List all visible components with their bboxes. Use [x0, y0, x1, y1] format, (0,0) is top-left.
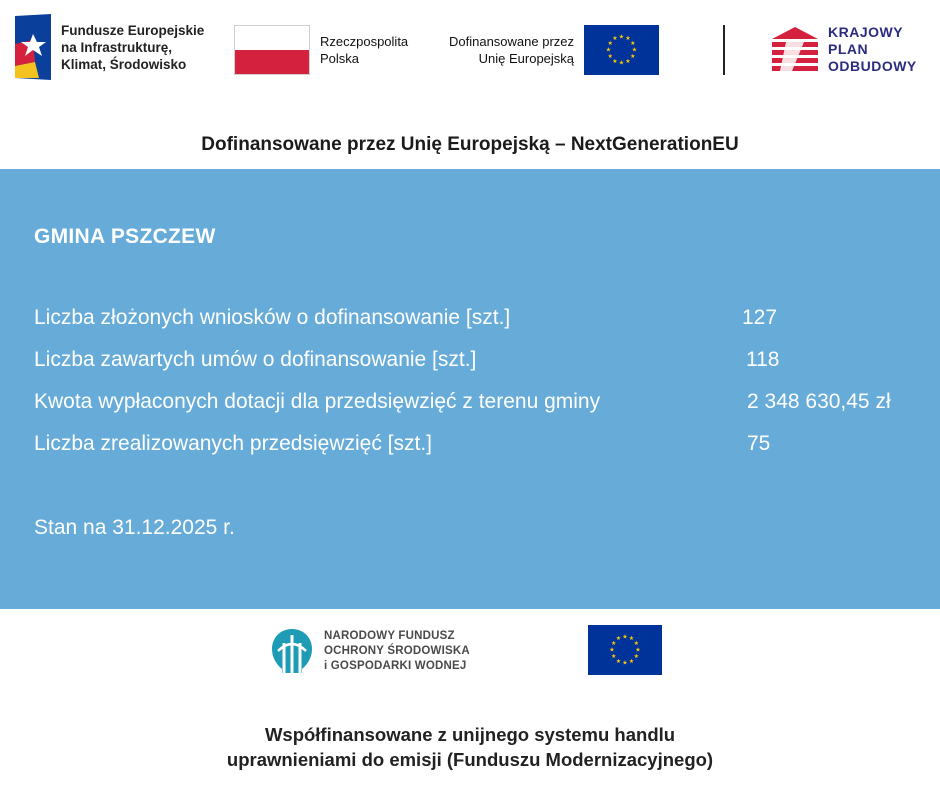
stat-row-contracts [34, 348, 924, 378]
cofinancing-caption [0, 722, 940, 772]
fe-logo-line-3: Klimat, Środowisko [61, 56, 187, 72]
polish-flag-icon [234, 25, 310, 75]
stat-row-completed-projects [34, 432, 924, 462]
nfosigw-icon [270, 627, 314, 675]
ue-logo-line-2: Unię Europejską [478, 51, 575, 66]
eu-flag-icon [588, 625, 662, 675]
unia-europejska-logo [449, 25, 659, 75]
eu-flag-icon [584, 25, 659, 75]
nfos-logo-line-3: i GOSPODARKI WODNEJ [324, 659, 467, 672]
stat-row-applications [34, 306, 924, 336]
rzeczpospolita-polska-logo [234, 25, 408, 75]
stat-value: 2 348 630,45 zł [747, 390, 891, 413]
svg-text:★: ★ [628, 657, 635, 665]
stat-row-grants-amount [34, 390, 924, 420]
svg-text:★: ★ [630, 53, 636, 60]
nfosigw-logo [270, 627, 470, 675]
svg-text:★: ★ [635, 646, 641, 654]
svg-text:★: ★ [612, 57, 618, 65]
svg-text:★: ★ [625, 57, 631, 65]
svg-text:★: ★ [622, 633, 628, 641]
nextgenerationeu-caption: Dofinansowane przez Unię Europejską – NextGenerationEU [201, 134, 739, 155]
stat-value: 75 [747, 432, 771, 455]
fundusze-europejskie-logo [15, 14, 211, 80]
svg-text:★: ★ [611, 640, 617, 647]
svg-text:★: ★ [618, 59, 625, 67]
cofinancing-line-2: uprawnieniami do emisji (Funduszu Modernizacyjnego) [226, 749, 714, 770]
stat-label: Liczba zrealizowanych przedsięwzięć [szt.] [34, 432, 432, 455]
svg-text:★: ★ [615, 657, 622, 665]
svg-text:★: ★ [631, 46, 638, 54]
header-logos [0, 0, 940, 110]
svg-text:★: ★ [609, 646, 615, 654]
stat-label: Liczba złożonych wniosków o dofinansowanie [szt.] [34, 306, 511, 329]
nfos-logo-line-1: NARODOWY FUNDUSZ [324, 629, 455, 642]
stat-value: 127 [742, 306, 778, 329]
status-date: Stan na 31.12.2025 r. [34, 516, 235, 539]
statistics-panel [0, 169, 940, 609]
kpo-logo-line-1: KRAJOWY [828, 24, 904, 40]
stat-value: 118 [746, 348, 780, 371]
kpo-logo-line-3: ODBUDOWY [828, 58, 917, 74]
kpo-icon [772, 25, 818, 75]
ue-logo-line-1: Dofinansowane przez [449, 34, 575, 49]
rp-logo-line-1: Rzeczpospolita [320, 34, 409, 49]
svg-text:★: ★ [605, 46, 612, 54]
svg-text:★: ★ [633, 640, 639, 647]
cofinancing-line-1: Współfinansowane z unijnego systemu handlu [264, 724, 676, 745]
svg-text:★: ★ [615, 635, 622, 643]
stat-label: Kwota wypłaconych dotacji dla przedsięwzięć z terenu gminy [34, 390, 601, 413]
svg-text:★: ★ [618, 33, 625, 41]
fundusze-europejskie-icon [15, 14, 51, 80]
svg-text:★: ★ [611, 653, 617, 660]
svg-text:★: ★ [625, 35, 631, 43]
rp-logo-line-2: Polska [320, 51, 360, 66]
svg-text:★: ★ [607, 40, 613, 47]
svg-text:★: ★ [607, 53, 613, 60]
krajowy-plan-odbudowy-logo [772, 24, 917, 75]
fe-logo-line-2: na Infrastrukturę, [61, 39, 173, 55]
svg-text:★: ★ [622, 659, 628, 667]
svg-text:★: ★ [612, 35, 618, 43]
stat-label: Liczba zawartych umów o dofinansowanie [szt.] [34, 348, 477, 371]
svg-text:★: ★ [630, 40, 636, 47]
svg-text:★: ★ [628, 635, 635, 643]
svg-text:★: ★ [633, 653, 639, 660]
kpo-logo-line-2: PLAN [828, 41, 869, 57]
header-divider [723, 25, 725, 75]
panel-title: GMINA PSZCZEW [34, 225, 216, 248]
fe-logo-line-1: Fundusze Europejskie [61, 22, 205, 38]
nfos-logo-line-2: OCHRONY ŚRODOWISKA [324, 644, 470, 657]
footer-logos [0, 610, 940, 690]
